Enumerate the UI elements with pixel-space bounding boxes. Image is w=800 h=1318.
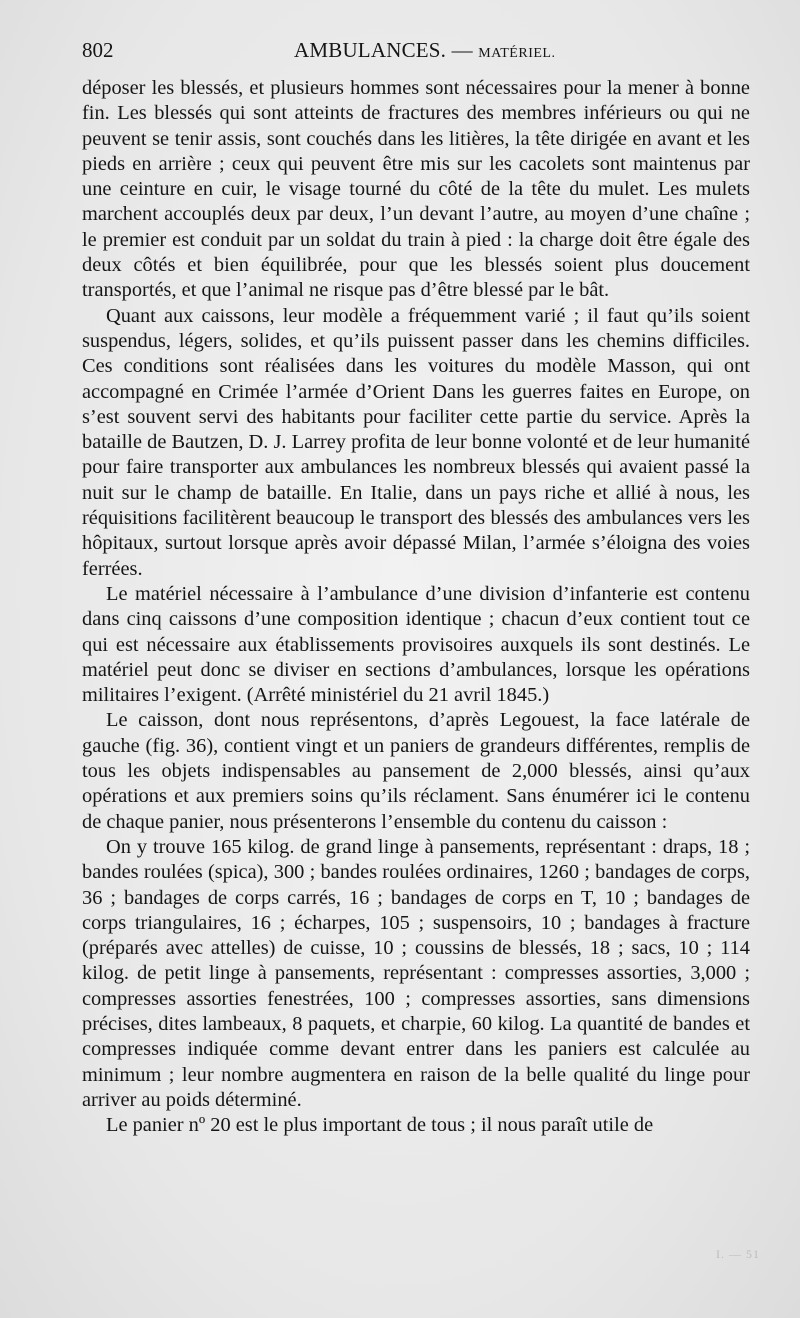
paragraph-2: Quant aux caissons, leur modèle a fréquemment varié ; il faut qu’ils soient suspendus, légers, solides, et qu’ils puissent passer dans les chemins difficiles. Ces conditions sont réalisées dans les voitures du modèle Masson, qui ont accompagné en Crimée l’armée d’Orient Dans les guerres faites en Europe, on s’est souvent servi des habitants pour faciliter cette partie du service. Après la bataille de Bautzen, D. J. Larrey profita de leur bonne volonté et de leur humanité pour faire transporter aux ambulances les nombreux blessés qui avaient passé la nuit sur le champ de bataille. En Italie, dans un pays riche et allié à nous, les réquisitions facilitèrent beaucoup le transport des blessés des ambulances vers les hôpitaux, surtout lorsque après avoir dépassé Milan, l’armée s’éloigna des voies ferrées. [82,304,750,580]
paragraph-1: déposer les blessés, et plusieurs hommes sont nécessaires pour la mener à bonne fin. Les blessés qui sont atteints de fractures des membres inférieurs ou qui ne peuvent se tenir assis, sont couchés dans les litières, la tête dirigée en avant et les pieds en arrière ; ceux qui peuvent être mis sur les cacolets sont maintenus par une ceinture en cuir, le visage tourné du côté de la tête du mulet. Les mulets marchent accouplés deux par deux, l’un devant l’autre, au moyen d’une chaîne ; le premier est conduit par un soldat du train à pied : la charge doit être égale des deux côtés et bien équilibrée, pour que les blessés soient plus doucement transportés, et que l’animal ne risque pas d’être blessé par le bât. [82,77,750,302]
paragraph-5: On y trouve 165 kilog. de grand linge à pansements, représentant : draps, 18 ; bandes roulées (spica), 300 ; bandes roulées ordinaires, 1260 ; bandages de corps, 36 ; bandages de corps carrés, 16 ; bandages de corps en T, 10 ; bandages de corps triangulaires, 16 ; écharpes, 105 ; suspensoirs, 10 ; bandages à fracture (préparés avec attelles) de cuisse, 10 ; coussins de blessés, 18 ; sacs, 10 ; 114 kilog. de petit linge à pansements, représentant : compresses assorties, 3,000 ; compresses assorties fenestrées, 100 ; compresses assorties, sans dimensions précises, dites lambeaux, 8 paquets, et charpie, 60 kilog. La quantité de bandes et compresses indiquée comme devant entrer dans les paniers est calculée au minimum ; leur nombre augmentera en raison de la belle qualité du linge pour arriver au poids déterminé. [82,835,750,1111]
paragraph-3: Le matériel nécessaire à l’ambulance d’une division d’infanterie est contenu dans cinq caissons d’une composition identique ; chacun d’eux contient tout ce qui est nécessaire aux établissements provisoires auxquels ils sont destinés. Le matériel peut donc se diviser en sections d’ambulances, lorsque les opérations militaires l’exigent. (Arrêté ministériel du 21 avril 1845.) [82,582,750,707]
paragraph-4: Le caisson, dont nous représentons, d’après Legouest, la face latérale de gauche (fig. 36), contient vingt et un paniers de grandeurs différentes, remplis de tous les objets indispensables au pansement de 2,000 blessés, ainsi qu’aux opérations et aux premiers soins qu’ils réclament. Sans énumérer ici le contenu de chaque panier, nous présenterons l’ensemble du contenu du caisson : [82,709,750,833]
page-header [82,38,752,68]
show-through-text: I. — 51 [716,1247,760,1261]
page-number: 802 [82,38,114,62]
running-head-title: AMBULANCES. [294,38,447,62]
running-head [294,38,555,63]
paragraph-6: Le panier nº 20 est le plus important de tous ; il nous paraît utile de [106,1114,654,1137]
running-head-subtitle: MATÉRIEL. [478,46,556,61]
body-text [82,76,750,1138]
running-head-separator: — [451,38,473,62]
